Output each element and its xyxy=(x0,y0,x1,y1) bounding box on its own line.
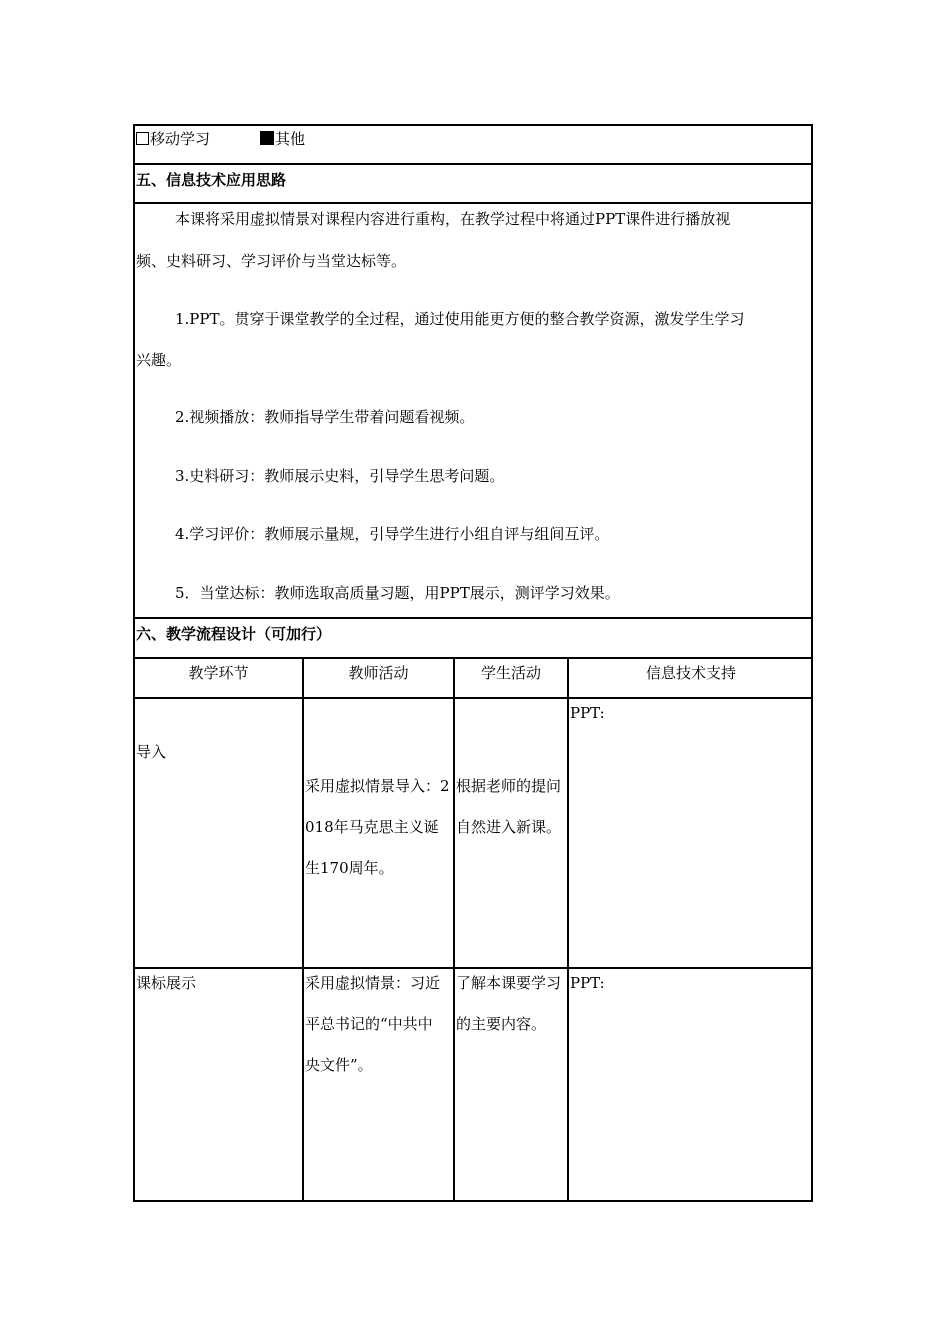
table-row-2-tech: PPT: xyxy=(570,974,605,992)
option-other-label: 其他 xyxy=(275,130,306,148)
column-divider xyxy=(453,657,455,1202)
table-row-1-student: 根据老师的提问自然进入新课。 xyxy=(456,777,562,836)
table-row-2-stage: 课标展示 xyxy=(136,974,197,992)
section5-item1-line1: 1.PPT。贯穿于课堂教学的全过程，通过使用能更方便的整合教学资源，激发学生学习 xyxy=(175,310,745,328)
row-divider xyxy=(133,697,813,699)
row-divider xyxy=(133,657,813,659)
table-row-1-tech: PPT: xyxy=(570,704,605,722)
section5-item5: 5．当堂达标：教师选取高质量习题，用PPT展示，测评学习效果。 xyxy=(175,584,620,602)
table-row-2-student: 了解本课要学习的主要内容。 xyxy=(456,974,562,1033)
section5-intro-line1: 本课将采用虚拟情景对课程内容进行重构，在教学过程中将通过PPT课件进行播放视 xyxy=(175,210,731,228)
column-divider xyxy=(302,657,304,1202)
table-row-1-stage: 导入 xyxy=(136,743,167,761)
header-teacher-activity: 教师活动 xyxy=(348,664,409,682)
option-other xyxy=(260,129,305,149)
row-divider xyxy=(133,202,813,204)
option-mobile-label: 移动学习 xyxy=(150,130,211,148)
column-divider xyxy=(567,657,569,1202)
filled-checkbox-icon xyxy=(260,131,274,145)
row-divider xyxy=(133,163,813,165)
section5-title: 五、信息技术应用思路 xyxy=(136,171,287,189)
header-tech-support: 信息技术支持 xyxy=(645,664,736,682)
header-stage: 教学环节 xyxy=(188,664,249,682)
section5-intro-line2: 频、史料研习、学习评价与当堂达标等。 xyxy=(136,252,407,270)
empty-checkbox-icon xyxy=(136,132,149,145)
row-divider xyxy=(133,617,813,619)
section5-item2: 2.视频播放：教师指导学生带着问题看视频。 xyxy=(175,408,475,426)
section5-item1-line2: 兴趣。 xyxy=(136,351,182,369)
section5-item3: 3.史料研习：教师展示史料，引导学生思考问题。 xyxy=(175,467,505,485)
option-mobile-learning xyxy=(136,129,210,149)
table-row-1-teacher: 采用虚拟情景导入：2018年马克思主义诞生170周年。 xyxy=(305,777,450,877)
header-student-activity: 学生活动 xyxy=(480,664,541,682)
section6-title: 六、教学流程设计（可加行） xyxy=(136,625,332,643)
section5-item4: 4.学习评价：教师展示量规，引导学生进行小组自评与组间互评。 xyxy=(175,525,610,543)
table-row-2-teacher: 采用虚拟情景：习近平总书记的“中共中央文件”。 xyxy=(305,974,441,1074)
